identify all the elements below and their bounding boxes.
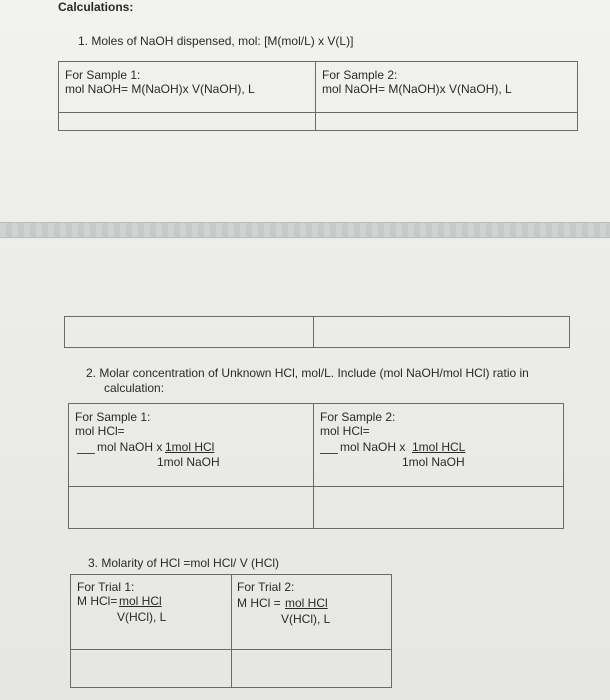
section2-left-hcl: mol HCl= [75,424,125,438]
calculations-heading: Calculations: [58,0,134,14]
section3-title: 3. Molarity of HCl =mol HCl/ V (HCl) [88,556,280,570]
section2-right-numerator [320,440,405,454]
section3-right-top: mol HCl [285,596,328,610]
section1-right-formula: mol NaOH= M(NaOH)x V(NaOH), L [322,82,512,96]
section3-left-top: mol HCl [119,594,162,608]
section1-left-formula: mol NaOH= M(NaOH)x V(NaOH), L [65,82,255,96]
section3-right-m: M HCl = [237,596,281,610]
continuation-left-cell[interactable] [65,317,313,347]
section2-table [68,403,564,529]
blank-line [77,443,95,454]
section1-left-cell [65,68,255,96]
section2-right-title: For Sample 2: [320,410,396,424]
section1-left-answer-cell[interactable] [59,113,315,130]
section3-left-bottom: V(HCl), L [117,610,167,624]
section3-right-bottom: V(HCl), L [281,612,331,626]
section3-left-cell [77,580,227,646]
section2-right-cell [320,410,560,484]
blank-line [320,443,338,454]
section2-right-ratio-bottom: 1mol NaOH [402,455,465,469]
section1-left-title: For Sample 1: [65,68,141,82]
section3-right-title: For Trial 2: [237,580,295,594]
section3-table [70,574,392,688]
continuation-right-cell[interactable] [314,317,569,347]
section2-right-answer-cell[interactable] [314,487,563,528]
section2-left-ratio-top: 1mol HCl [165,440,215,454]
section1-title: 1. Moles of NaOH dispensed, mol: [M(mol/L) x V(L)] [78,34,354,48]
section3-left-title: For Trial 1: [77,580,135,594]
section2-title-line1: 2. Molar concentration of Unknown HCl, mol/L. Include (mol NaOH/mol HCl) ratio in [86,366,529,380]
section2-left-ratio-bottom: 1mol NaOH [157,455,220,469]
section2-left-numer-text: mol NaOH x [97,440,163,454]
section3-right-cell [237,580,387,646]
page-separator-band [0,222,610,238]
section2-left-answer-cell[interactable] [69,487,313,528]
section2-left-cell [75,410,309,484]
section2-left-title: For Sample 1: [75,410,151,424]
continuation-table [64,316,570,348]
section3-right-answer-cell[interactable] [232,650,391,687]
section2-right-hcl: mol HCl= [320,424,370,438]
section3-left-m: M HCl= [77,594,118,608]
section2-right-ratio-top: 1mol HCL [412,440,466,454]
section2-right-numer-text: mol NaOH x [340,440,406,454]
section1-right-title: For Sample 2: [322,68,398,82]
section3-left-answer-cell[interactable] [71,650,231,687]
section1-table [58,61,578,131]
section2-left-numerator [77,440,162,454]
section2-title-line2: calculation: [104,381,165,395]
section1-right-cell [322,68,512,96]
section1-right-answer-cell[interactable] [316,113,578,130]
